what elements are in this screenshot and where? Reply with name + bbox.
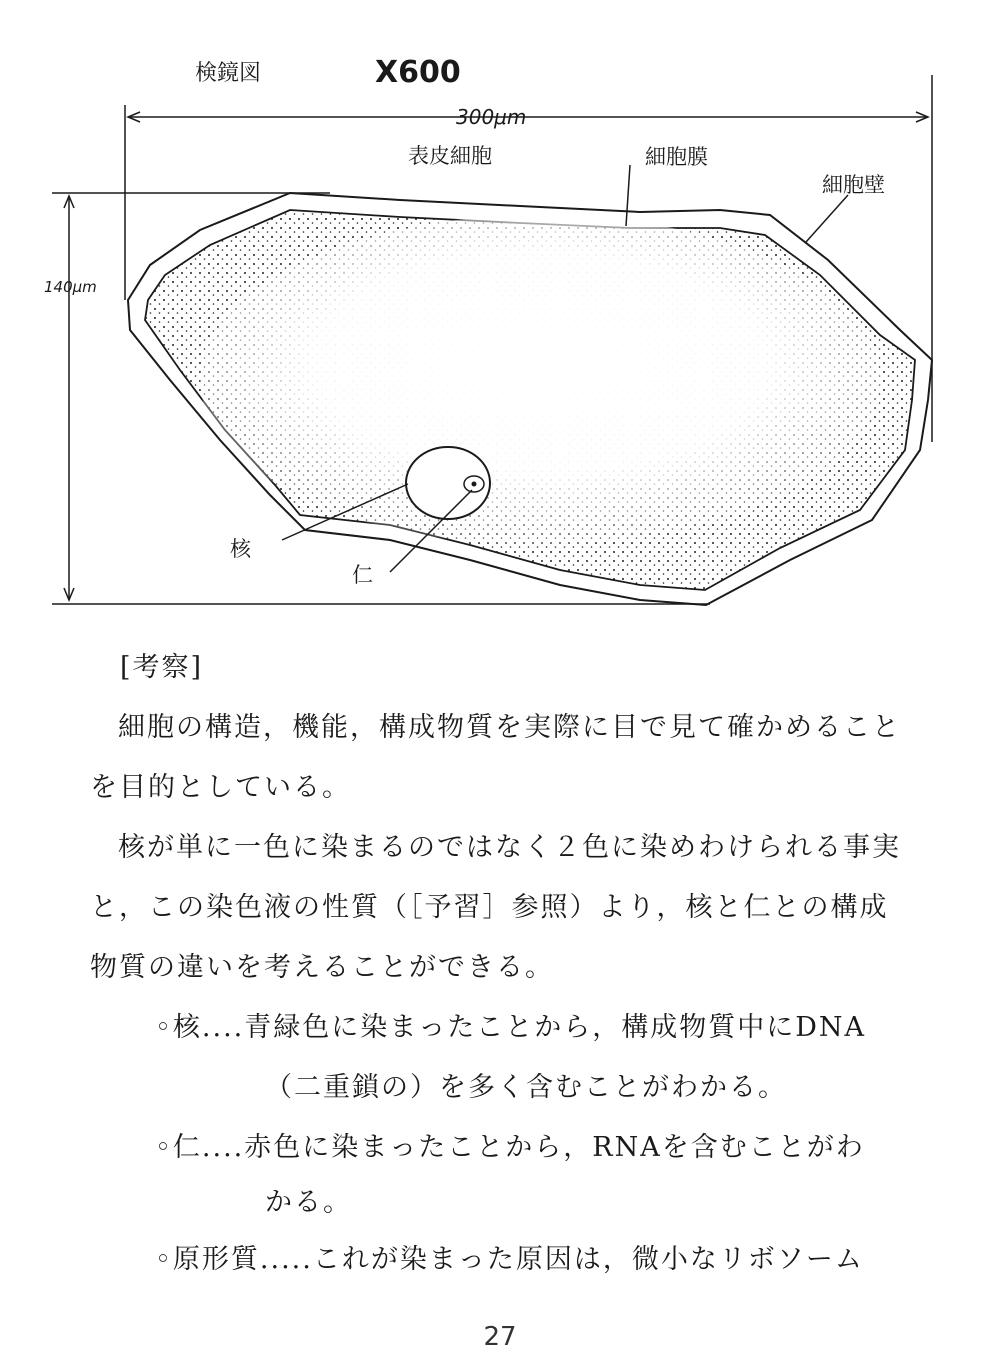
page-number: 27 (483, 1322, 517, 1352)
discussion-line: を目的としている。 (90, 772, 351, 803)
cytoplasm-center (200, 215, 880, 545)
discussion-heading: [考察] (120, 652, 204, 683)
nucleolus-label: 仁 (352, 563, 373, 587)
discussion-line: 細胞の構造，機能，構成物質を実際に目で見て確かめること (118, 712, 901, 743)
discussion-line: ◦核....青緑色に染まったことから，構成物質中にDNA (155, 1012, 867, 1043)
discussion-line: かる。 (265, 1187, 352, 1218)
discussion-line: ◦原形質.....これが染まった原因は，微小なリボソーム (155, 1244, 864, 1275)
magnification-label: X600 (375, 55, 461, 90)
discussion-line: ◦仁....赤色に染まったことから，RNAを含むことがわ (155, 1132, 865, 1163)
discussion-line: 核が単に一色に染まるのではなく２色に染めわけられる事実 (118, 832, 901, 863)
width-scale-label: 300μm (456, 105, 527, 129)
cell-label: 表皮細胞 (408, 144, 492, 168)
nucleus-label: 核 (230, 537, 251, 561)
height-scale-label: 140μm (44, 278, 97, 296)
membrane-label: 細胞膜 (645, 145, 708, 169)
cell-sketch-figure (0, 0, 1000, 620)
discussion-line: 物質の違いを考えることができる。 (90, 952, 554, 983)
nucleus-shape (406, 447, 490, 519)
figure-title: 検鏡図 (195, 61, 262, 86)
discussion-line: （二重鎖の）を多く含むことがわかる。 (265, 1072, 787, 1103)
wall-label: 細胞壁 (822, 173, 885, 197)
discussion-line: と，この染色液の性質（［予習］参照）より，核と仁との構成 (90, 892, 889, 923)
